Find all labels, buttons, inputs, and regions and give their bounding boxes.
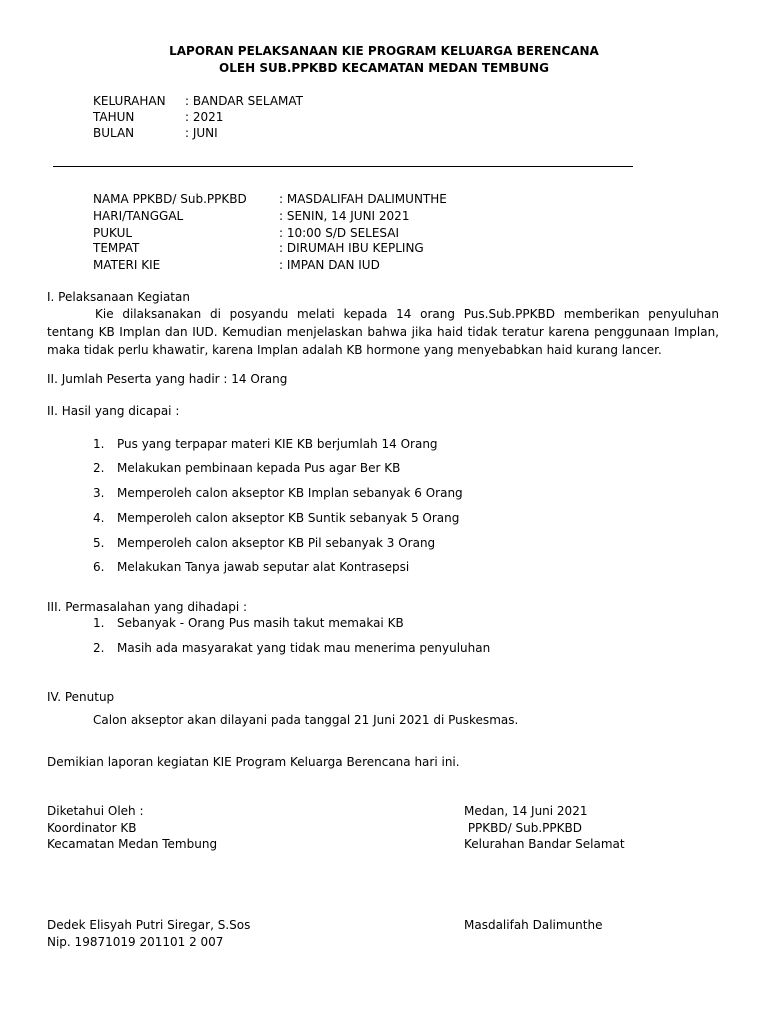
section-3-heading: II. Hasil yang dicapai : <box>47 404 180 418</box>
signature-left-name: Dedek Elisyah Putri Siregar, S.Sos <box>47 918 251 932</box>
list-item-text: Sebanyak - Orang Pus masih takut memakai KB <box>117 616 404 630</box>
list-item <box>93 560 409 574</box>
materi-kie-label: MATERI KIE <box>93 258 161 272</box>
signature-left-line3: Kecamatan Medan Tembung <box>47 837 218 851</box>
list-item-text: Masih ada masyarakat yang tidak mau menerima penyuluhan <box>117 641 491 655</box>
section-4-heading: III. Permasalahan yang dihadapi : <box>47 600 248 614</box>
tempat-label: TEMPAT <box>93 241 140 255</box>
section-1-text: Kie dilaksanakan di posyandu melati kepada 14 orang Pus.Sub.PPKBD memberikan penyuluhan tentang KB Implan dan IUD. Kemudian menjelaskan bahwa jika haid tidak teratur karena penggunaan Implan, maka tidak perlu khawatir, karena Implan adalah KB hormone yang menyebabkan haid kurang lancer. <box>47 307 719 357</box>
list-item <box>93 486 463 500</box>
nama-ppkbd-label: NAMA PPKBD/ Sub.PPKBD <box>93 192 247 206</box>
closing-statement: Demikian laporan kegiatan KIE Program Keluarga Berencana hari ini. <box>47 755 460 769</box>
list-item <box>93 641 490 655</box>
kelurahan-value: : BANDAR SELAMAT <box>185 94 303 108</box>
list-item <box>93 536 435 550</box>
hari-tanggal-label: HARI/TANGGAL <box>93 209 184 223</box>
list-item-number: 1. <box>93 437 105 451</box>
section-5-text: Calon akseptor akan dilayani pada tanggal 21 Juni 2021 di Puskesmas. <box>93 713 519 727</box>
report-title-line1: LAPORAN PELAKSANAAN KIE PROGRAM KELUARGA BERENCANA <box>169 44 599 58</box>
list-item-number: 1. <box>93 616 105 630</box>
list-item-text: Memperoleh calon akseptor KB Pil sebanyak 3 Orang <box>117 536 436 550</box>
signature-left-line2: Koordinator KB <box>47 821 137 835</box>
list-item-number: 2. <box>93 461 105 475</box>
kelurahan-label: KELURAHAN <box>93 94 166 108</box>
list-item-number: 5. <box>93 536 105 550</box>
list-item <box>93 437 438 451</box>
section-1-heading: I. Pelaksanaan Kegiatan <box>47 290 190 304</box>
nama-ppkbd-value: : MASDALIFAH DALIMUNTHE <box>279 192 447 206</box>
bulan-value: : JUNI <box>185 126 218 140</box>
list-item <box>93 616 404 630</box>
signature-left-line1: Diketahui Oleh : <box>47 804 144 818</box>
list-item-text: Pus yang terpapar materi KIE KB berjumlah 14 Orang <box>117 437 438 451</box>
list-item-text: Melakukan pembinaan kepada Pus agar Ber KB <box>117 461 401 475</box>
bulan-label: BULAN <box>93 126 135 140</box>
signature-right-line3: Kelurahan Bandar Selamat <box>464 837 625 851</box>
section-2-heading: II. Jumlah Peserta yang hadir : 14 Orang <box>47 372 288 386</box>
signature-left-nip: Nip. 19871019 201101 2 007 <box>47 935 224 949</box>
list-item-text: Memperoleh calon akseptor KB Implan sebanyak 6 Orang <box>117 486 463 500</box>
signature-right-line2: PPKBD/ Sub.PPKBD <box>464 821 582 835</box>
tempat-value: : DIRUMAH IBU KEPLING <box>279 241 424 255</box>
list-item-number: 2. <box>93 641 105 655</box>
pukul-label: PUKUL <box>93 226 133 240</box>
list-item <box>93 511 459 525</box>
section-5-heading: IV. Penutup <box>47 690 115 704</box>
signature-right-name: Masdalifah Dalimunthe <box>464 918 603 932</box>
list-item-number: 4. <box>93 511 105 525</box>
signature-right-line1: Medan, 14 Juni 2021 <box>464 804 588 818</box>
list-item-text: Memperoleh calon akseptor KB Suntik sebanyak 5 Orang <box>117 511 460 525</box>
tahun-label: TAHUN <box>93 110 135 124</box>
report-title-line2: OLEH SUB.PPKBD KECAMATAN MEDAN TEMBUNG <box>219 61 549 75</box>
tahun-value: : 2021 <box>185 110 224 124</box>
list-item-number: 6. <box>93 560 105 574</box>
list-item-text: Melakukan Tanya jawab seputar alat Kontrasepsi <box>117 560 410 574</box>
pukul-value: : 10:00 S/D SELESAI <box>279 226 400 240</box>
list-item-number: 3. <box>93 486 105 500</box>
materi-kie-value: : IMPAN DAN IUD <box>279 258 380 272</box>
hari-tanggal-value: : SENIN, 14 JUNI 2021 <box>279 209 410 223</box>
list-item <box>93 461 400 475</box>
header-divider <box>53 166 633 167</box>
